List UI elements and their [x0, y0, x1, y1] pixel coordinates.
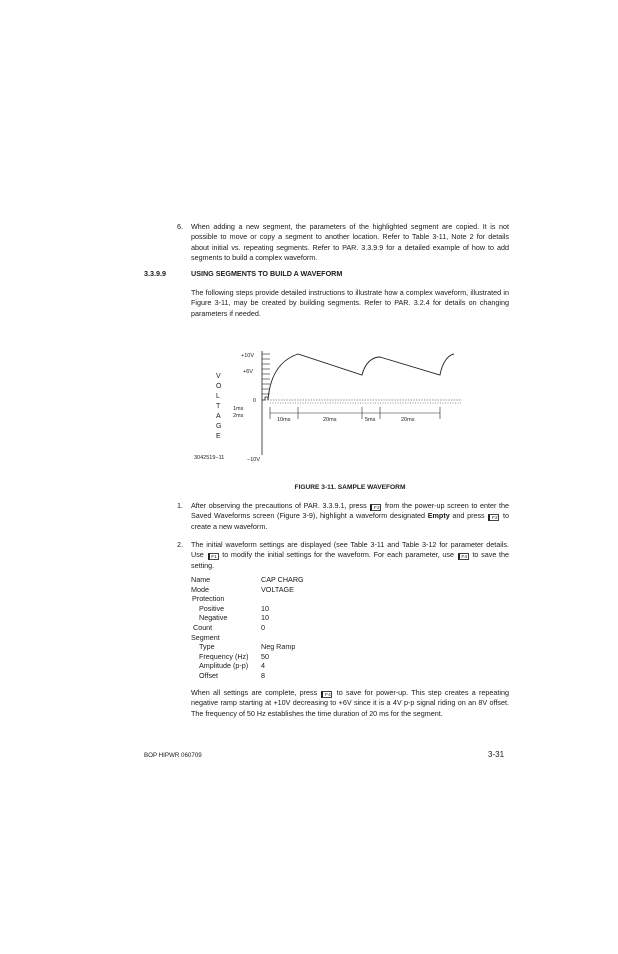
initial-step: [262, 397, 268, 400]
setting-label: Positive: [199, 603, 225, 613]
step-1-text-b: from the power-up screen to enter the Saved Waveforms screen (Figure 3-9), highlight a waveform designated: [191, 501, 510, 521]
setting-label: Offset: [199, 670, 219, 680]
step-1-text-c: and press: [452, 511, 485, 521]
e-letter: E: [216, 433, 221, 440]
settings-row: [191, 671, 391, 681]
settings-row: [191, 575, 391, 585]
y-label-1ms: 1ms: [233, 406, 244, 412]
segment-markers: [270, 407, 440, 419]
list-number: 6.: [177, 222, 183, 231]
settings-row: [191, 642, 391, 652]
y-axis-ticks: [262, 354, 270, 394]
setting-value: 8: [261, 670, 265, 680]
list-number: 2.: [177, 540, 183, 549]
waveform-curve: [268, 354, 454, 400]
settings-row: [191, 652, 391, 662]
setting-value: 0: [261, 622, 265, 632]
y-label-plus10v: +10V: [241, 353, 254, 359]
section-number: 3.3.9.9: [144, 269, 166, 278]
sample-waveform-figure: [190, 345, 470, 470]
step-2-text: [191, 540, 509, 571]
figure-caption: FIGURE 3-11. SAMPLE WAVEFORM: [294, 484, 406, 491]
setting-value: 10: [261, 603, 269, 613]
settings-row: [191, 633, 391, 643]
setting-label: Mode: [191, 584, 209, 594]
step-1-text-a: After observing the precautions of PAR. 3.3.9.1, press: [191, 501, 367, 510]
segment-label-10ms: 10ms: [277, 417, 291, 423]
o-letter: O: [216, 383, 222, 390]
a-letter: A: [216, 413, 221, 420]
vertical-voltage-label: [216, 373, 222, 440]
f4-key-icon: F4: [321, 691, 332, 698]
setting-label: Negative: [199, 613, 228, 623]
setting-value: CAP CHARG: [261, 575, 304, 584]
setting-label: Frequency (Hz): [199, 651, 249, 661]
v-letter: V: [216, 373, 221, 380]
g-letter: G: [216, 423, 222, 430]
segment-label-20ms: 20ms: [323, 417, 337, 423]
section-intro: The following steps provide detailed instructions to illustrate how a complex waveform, illustrated in Figure 3-11, may be created by building segments. Refer to PAR. 3.2.4 for details on changing parameters if needed.: [191, 288, 509, 318]
closing-paragraph: [191, 688, 509, 719]
setting-value: 10: [261, 613, 269, 623]
setting-label: Segment: [191, 632, 220, 642]
setting-label: Count: [193, 622, 213, 632]
settings-row: [191, 623, 391, 633]
settings-row: [191, 594, 391, 604]
settings-row: [191, 613, 391, 623]
y-label-zero: 0: [253, 398, 257, 404]
settings-row: [191, 661, 391, 671]
t-letter: T: [216, 403, 221, 410]
step-1-text-d: to create a new waveform.: [191, 511, 510, 531]
step-2-text-b: to modify the initial settings for the waveform. For each parameter, use: [222, 550, 455, 560]
setting-value: 50: [261, 651, 269, 661]
setting-label: Amplitude (p-p): [199, 661, 249, 671]
section-title: USING SEGMENTS TO BUILD A WAVEFORM: [191, 269, 343, 278]
y-label-plus6v: +6V: [243, 369, 253, 375]
setting-label: Type: [199, 642, 215, 652]
step-2-text-a: The initial waveform settings are displayed (see Table 3-11 and Table 3-12 for parameter details. Use: [191, 540, 509, 560]
y-label-2ms: 2ms: [233, 413, 244, 419]
f1-key-icon: F1: [208, 553, 219, 560]
setting-value: Neg Ramp: [261, 642, 296, 652]
setting-value: 4: [261, 661, 265, 671]
segment-label-20ms-2: 20ms: [401, 417, 415, 423]
closing-text-a: When all settings are complete, press: [191, 688, 318, 697]
setting-label: Protection: [192, 594, 225, 604]
setting-value: VOLTAGE: [261, 584, 294, 594]
settings-row: [191, 585, 391, 595]
empty-label: Empty: [427, 511, 450, 521]
closing-text-b: to save for power-up. This step creates a repeating negative ramp starting at +10V decreasing to +6V since it is a 4V p-p signal riding on an 8V offset. The frequency of 50 Hz establishes the time duration of 20 ms for the segment.: [191, 688, 510, 718]
page-number: 3-31: [488, 750, 505, 759]
drawing-id: 3042519−11: [194, 455, 225, 461]
settings-list: [191, 575, 391, 681]
f2-key-icon: F2: [488, 514, 499, 521]
setting-label: Name: [191, 575, 211, 584]
list-number: 1.: [177, 501, 183, 510]
step-2-text-c: to save the setting.: [191, 550, 510, 570]
footer-doc-id: BOP HIPWR 060709: [144, 752, 202, 759]
l-letter: L: [216, 393, 220, 400]
segment-label-5ms: 5ms: [365, 417, 376, 423]
f2-key-icon: F2: [370, 504, 381, 511]
settings-row: [191, 604, 391, 614]
step-1-text: [191, 501, 509, 532]
item-6-text: When adding a new segment, the parameters of the highlighted segment are copied. It is not possible to move or copy a segment to another location. Refer to Table 3-11, Note 2 for details about initial vs. repeating segments. Refer to PAR. 3.3.9.9 for a detailed example of how to add segments to build a complex waveform.: [191, 222, 509, 263]
f4-key-icon: F4: [458, 553, 469, 560]
y-label-minus10v: −10V: [247, 457, 260, 463]
